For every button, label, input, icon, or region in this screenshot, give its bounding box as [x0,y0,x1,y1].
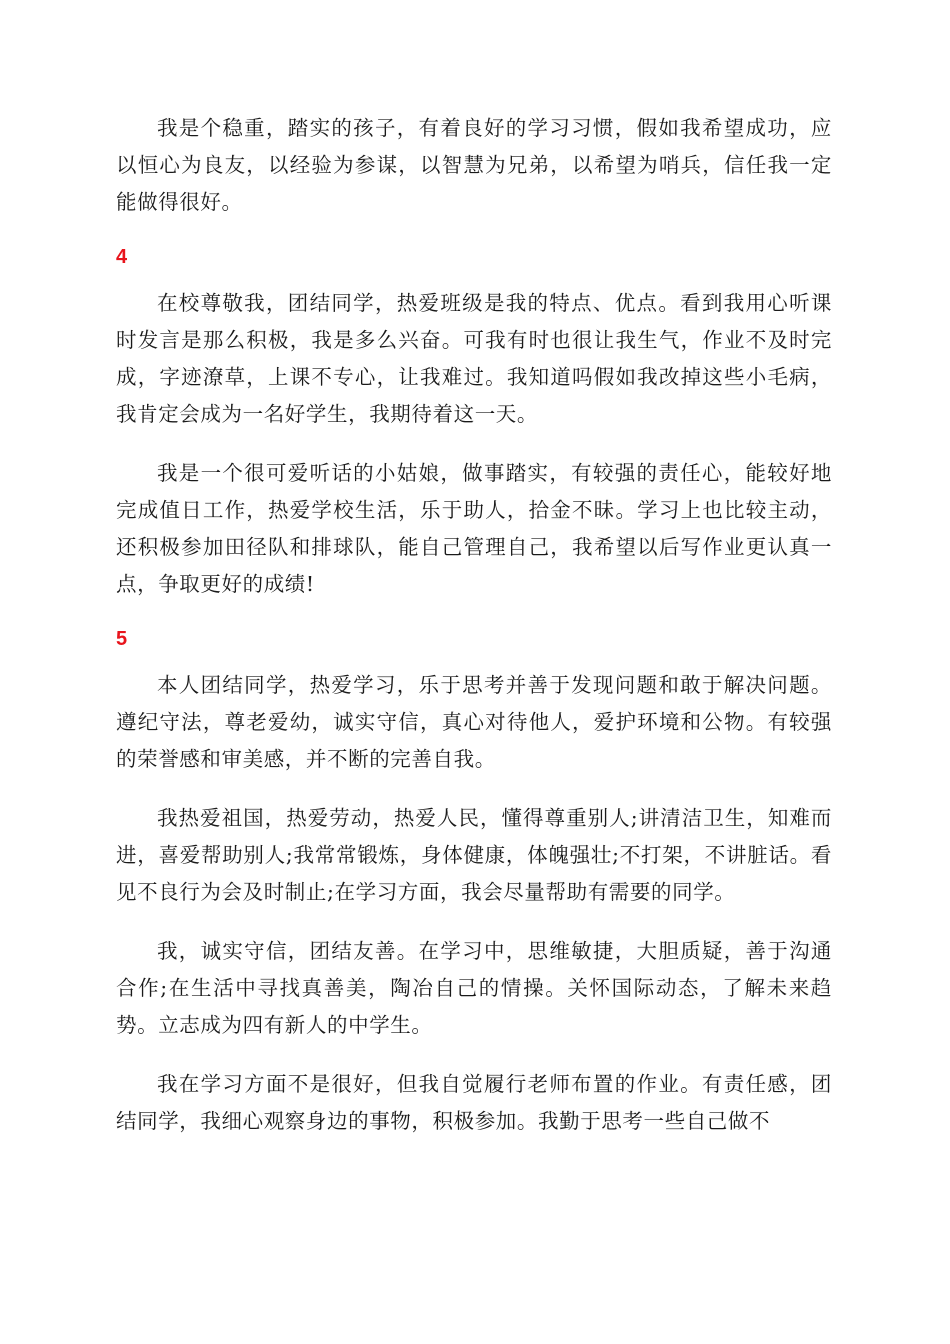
paragraph: 我是个稳重，踏实的孩子，有着良好的学习习惯，假如我希望成功，应以恒心为良友，以经验为参谋，以智慧为兄弟，以希望为哨兵，信任我一定能做得很好。 [116,116,832,214]
paragraph: 我热爱祖国，热爱劳动，热爱人民，懂得尊重别人;讲清洁卫生，知难而进，喜爱帮助别人;我常常锻炼，身体健康，体魄强壮;不打架，不讲脏话。看见不良行为会及时制止;在学习方面，我会尽量帮助有需要的同学。 [116,806,832,904]
paragraph: 在校尊敬我，团结同学，热爱班级是我的特点、优点。看到我用心听课时发言是那么积极，我是多么兴奋。可我有时也很让我生气，作业不及时完成，字迹潦草，上课不专心，让我难过。我知道吗假如我改掉这些小毛病，我肯定会成为一名好学生，我期待着这一天。 [116,291,832,426]
paragraph: 我是一个很可爱听话的小姑娘，做事踏实，有较强的责任心，能较好地完成值日工作，热爱学校生活，乐于助人，拾金不昧。学习上也比较主动，还积极参加田径队和排球队，能自己管理自己，我希望以后写作业更认真一点，争取更好的成绩! [116,461,832,596]
section-number-4: 4 [116,246,128,268]
document-body [116,110,832,1162]
paragraph: 我，诚实守信，团结友善。在学习中，思维敏捷，大胆质疑，善于沟通合作;在生活中寻找真善美，陶冶自己的情操。关怀国际动态，了解未来趋势。立志成为四有新人的中学生。 [116,939,832,1037]
paragraph: 我在学习方面不是很好，但我自觉履行老师布置的作业。有责任感，团结同学，我细心观察身边的事物，积极参加。我勤于思考一些自己做不 [116,1072,832,1133]
paragraph: 本人团结同学，热爱学习，乐于思考并善于发现问题和敢于解决问题。遵纪守法，尊老爱幼，诚实守信，真心对待他人，爱护环境和公物。有较强的荣誉感和审美感，并不断的完善自我。 [116,673,832,771]
section-number-5: 5 [116,628,128,650]
